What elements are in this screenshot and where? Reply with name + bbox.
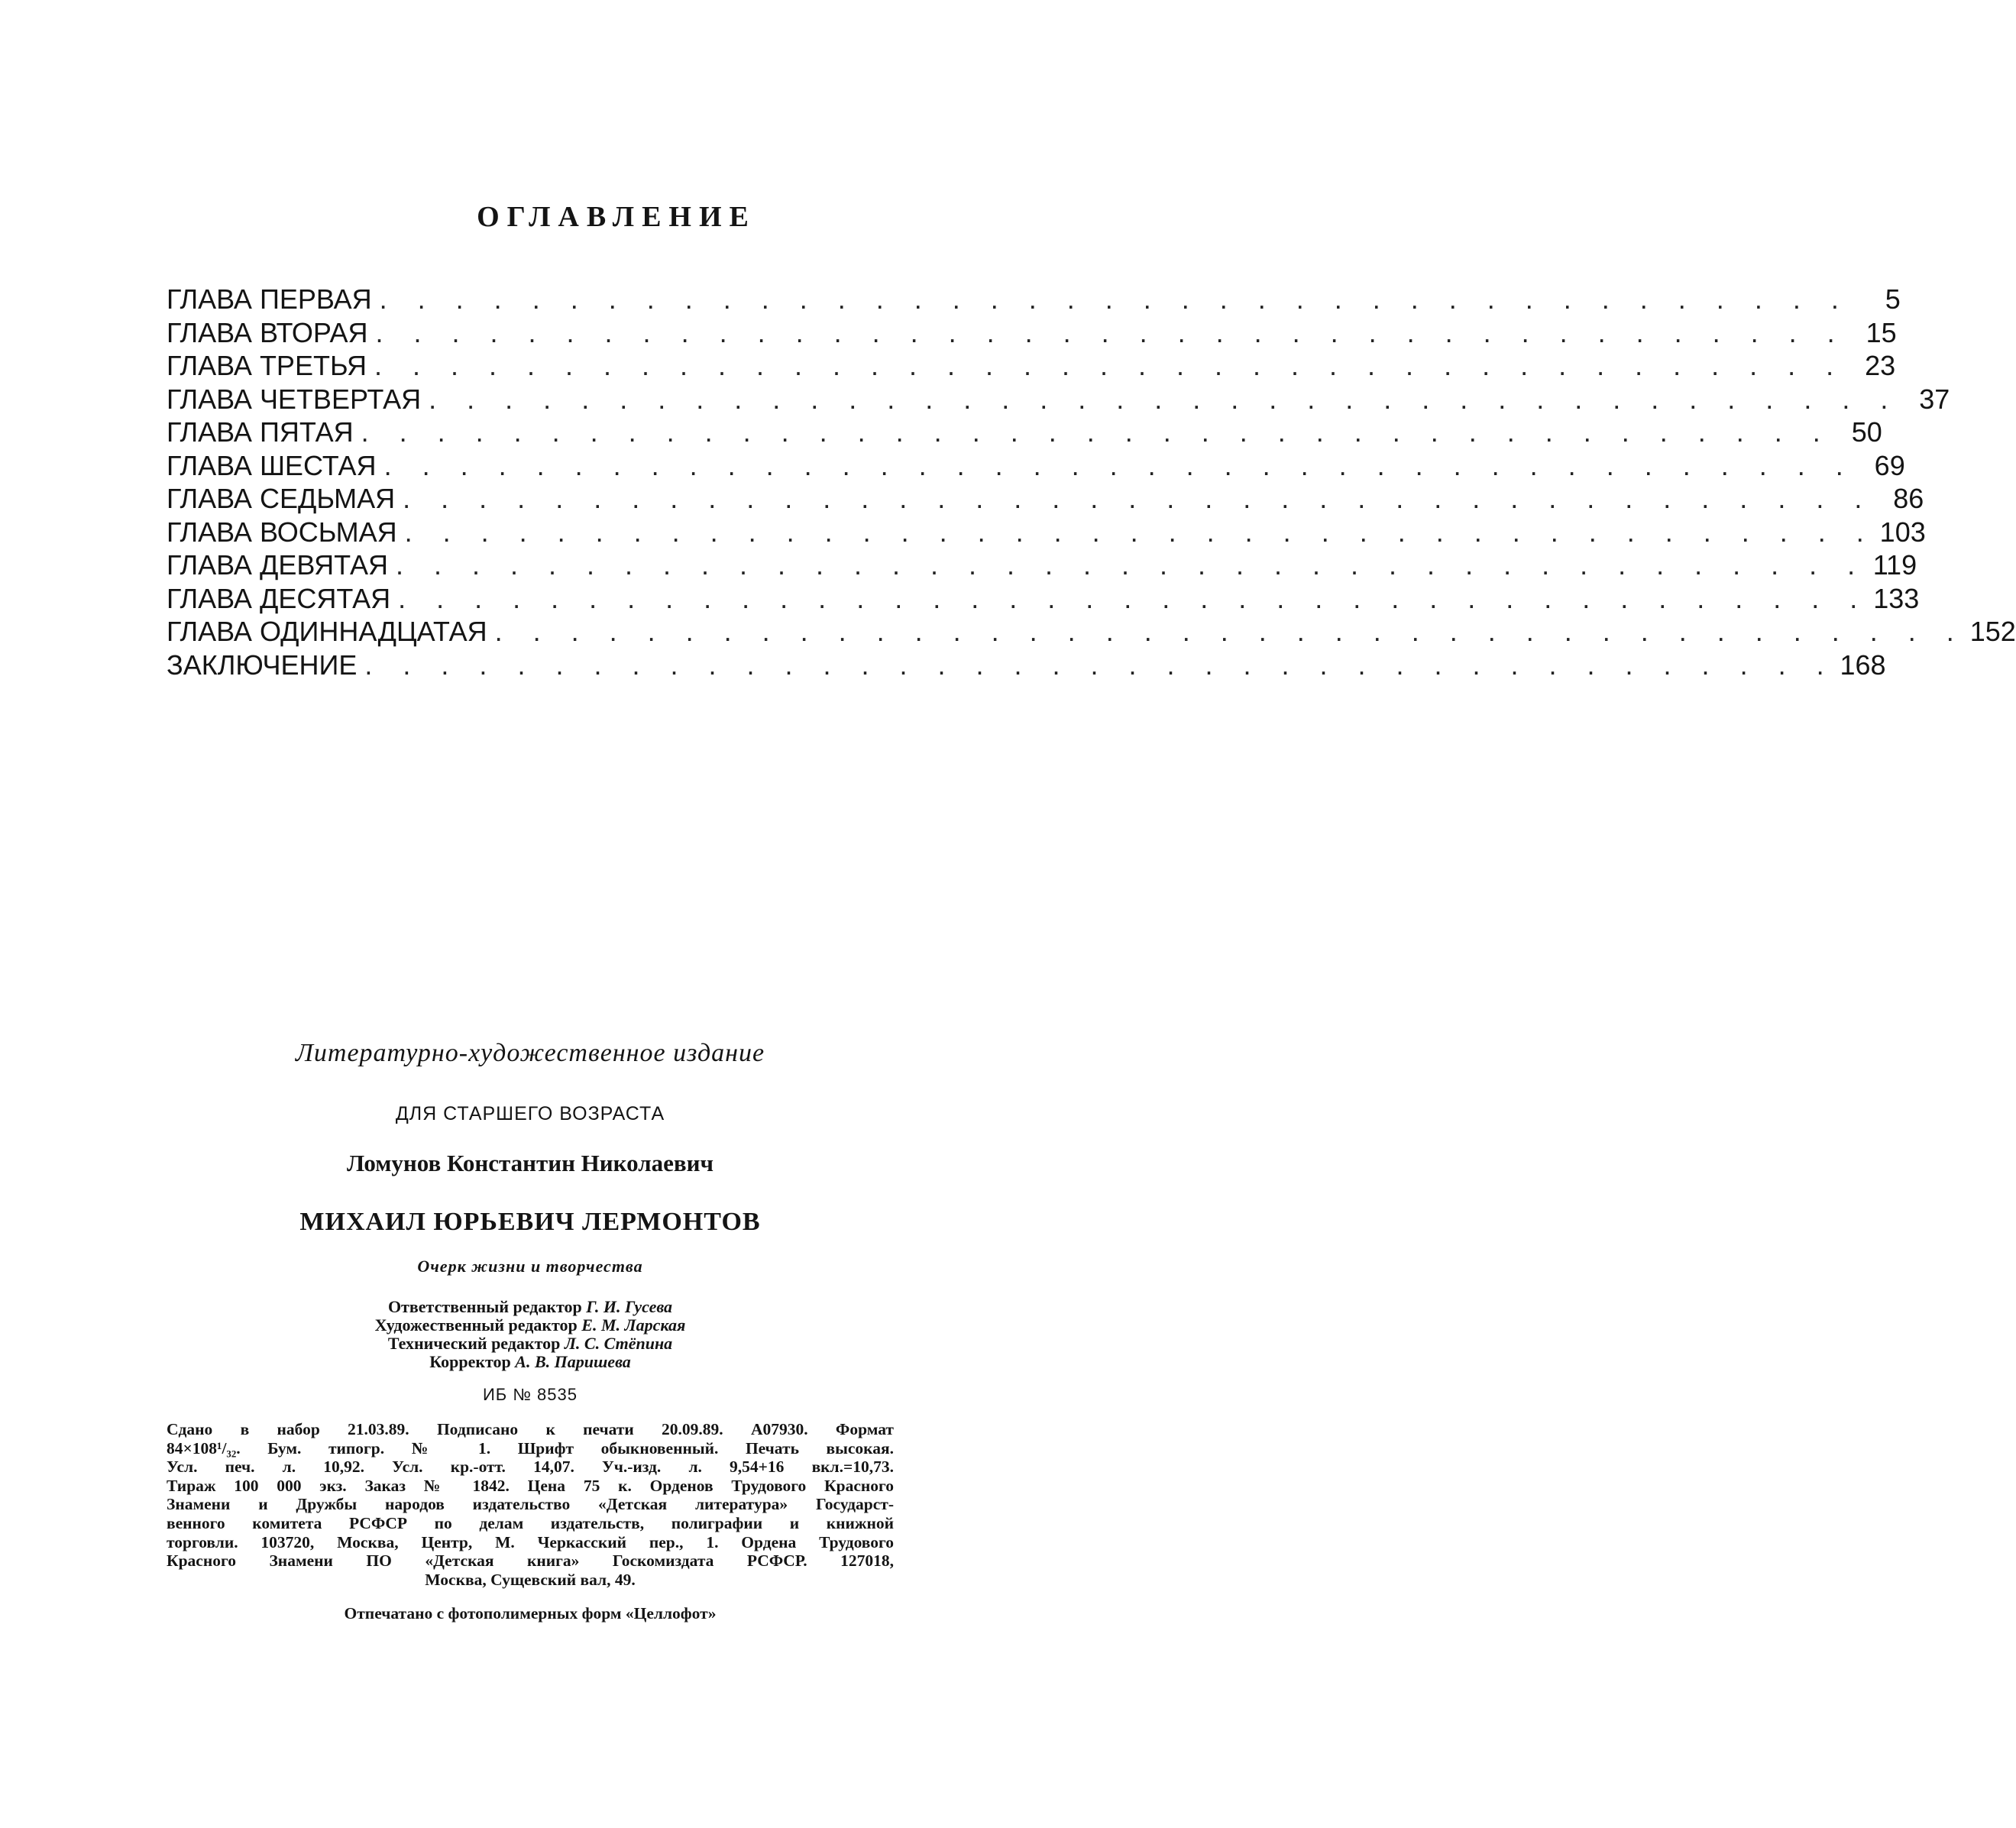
- credit-role: Художественный редактор: [374, 1315, 578, 1335]
- toc-entry-page: 23: [1865, 350, 1896, 381]
- toc-entry-title: ГЛАВА ОДИННАДЦАТАЯ: [167, 616, 487, 647]
- toc-entry: [167, 283, 1901, 316]
- credit-line: [167, 1316, 894, 1335]
- toc-entry-page: 37: [1919, 383, 1950, 415]
- printing-details-line: Красного Знамени ПО «Детская книга» Госкомиздата РСФСР. 127018,: [167, 1551, 894, 1571]
- credits: [167, 1298, 894, 1371]
- credit-line: [167, 1298, 894, 1316]
- toc-entry: [167, 548, 1917, 582]
- toc-entry-title: ГЛАВА ВОСЬМАЯ: [167, 516, 397, 548]
- toc-dot-leader: . . . . . . . . . . . . . . . . . . . . . . . . . . . . . . . . . . . . . . .: [364, 649, 1836, 681]
- printing-details-line: 84×108¹/₃₂. Бум. типогр. № 1. Шрифт обыкновенный. Печать высокая.: [167, 1438, 894, 1458]
- toc-entry-page: 168: [1840, 649, 1886, 681]
- toc-entry: [167, 649, 1886, 682]
- toc-dot-leader: . . . . . . . . . . . . . . . . . . . . . . . . . . . . . . . . . . . . . . .: [404, 516, 1875, 548]
- toc-entry-page: 5: [1885, 283, 1901, 315]
- toc-entry-title: ГЛАВА ШЕСТАЯ: [167, 449, 377, 481]
- book-subtitle: Очерк жизни и творчества: [417, 1257, 643, 1276]
- toc-entry-title: ГЛАВА ЧЕТВЕРТАЯ: [167, 383, 422, 415]
- toc-dot-leader: . . . . . . . . . . . . . . . . . . . . . . . . . . . . . . . . . . . . . . .: [374, 350, 1846, 381]
- toc-entry-page: 152: [1969, 616, 2016, 647]
- toc-dot-leader: . . . . . . . . . . . . . . . . . . . . . . . . . . . . . . . . . . . . . . .: [403, 483, 1874, 514]
- credit-line: [167, 1335, 894, 1353]
- toc-dot-leader: . . . . . . . . . . . . . . . . . . . . . . . . . . . . . . . . . . . . . . .: [395, 549, 1867, 581]
- toc-entry-page: 69: [1874, 449, 1905, 481]
- toc-entry-page: 103: [1879, 516, 1926, 548]
- toc-entry-page: 119: [1872, 549, 1917, 581]
- toc-entry-title: ГЛАВА ДЕСЯТАЯ: [167, 582, 391, 614]
- toc-entry-page: 15: [1866, 316, 1897, 348]
- credit-role: Технический редактор: [387, 1334, 561, 1353]
- toc-heading: ОГЛАВЛЕНИЕ: [477, 201, 756, 233]
- toc-dot-leader: . . . . . . . . . . . . . . . . . . . . . . . . . . . . . . . . . . . . . . .: [429, 383, 1900, 415]
- toc-entry-title: ЗАКЛЮЧЕНИЕ: [167, 649, 358, 681]
- toc-entry-page: 50: [1851, 416, 1882, 448]
- book-title: МИХАИЛ ЮРЬЕВИЧ ЛЕРМОНТОВ: [299, 1208, 761, 1236]
- age-note: ДЛЯ СТАРШЕГО ВОЗРАСТА: [395, 1103, 665, 1124]
- credit-person: Г. И. Гусева: [586, 1297, 673, 1316]
- credit-role: Ответственный редактор: [387, 1297, 582, 1316]
- toc-entry: [167, 449, 1905, 483]
- printing-details-line: Тираж 100 000 экз. Заказ № 1842. Цена 75 к. Орденов Трудового Красного: [167, 1476, 894, 1495]
- printing-details-line: торговли. 103720, Москва, Центр, М. Черкасский пер., 1. Ордена Трудового: [167, 1532, 894, 1551]
- toc-dot-leader: . . . . . . . . . . . . . . . . . . . . . . . . . . . . . . . . . . . . . . .: [379, 283, 1850, 315]
- printing-details-line: венного комитета РСФСР по делам издательств, полиграфии и книжной: [167, 1513, 894, 1532]
- printing-details-line: Знамени и Дружбы народов издательство «Детская литература» Государст-: [167, 1495, 894, 1514]
- toc-entry: [167, 482, 1924, 516]
- author-name: Ломунов Константин Николаевич: [347, 1150, 714, 1176]
- toc-entry: [167, 316, 1897, 350]
- toc-entry-title: ГЛАВА ВТОРАЯ: [167, 316, 368, 348]
- toc-dot-leader: . . . . . . . . . . . . . . . . . . . . . . . . . . . . . . . . . . . . . . .: [361, 416, 1832, 448]
- toc-entry: [167, 516, 1926, 549]
- toc-entry-title: ГЛАВА ДЕВЯТАЯ: [167, 549, 388, 581]
- imprint: [167, 1039, 894, 1623]
- printing-details-line: Москва, Сущевский вал, 49.: [425, 1570, 636, 1589]
- toc-entry: [167, 615, 2016, 649]
- credit-person: Е. М. Ларская: [581, 1315, 686, 1335]
- toc-entry-title: ГЛАВА ПЕРВАЯ: [167, 283, 372, 315]
- toc-entry-page: 86: [1893, 483, 1924, 514]
- credit-person: А. В. Паришева: [515, 1352, 631, 1371]
- toc-dot-leader: . . . . . . . . . . . . . . . . . . . . . . . . . . . . . . . . . . . . . . .: [494, 616, 1966, 647]
- toc-dot-leader: . . . . . . . . . . . . . . . . . . . . . . . . . . . . . . . . . . . . . . .: [398, 582, 1869, 614]
- toc-entry: [167, 349, 1896, 383]
- toc-entry-title: ГЛАВА ПЯТАЯ: [167, 416, 354, 448]
- toc-entry-page: 133: [1873, 582, 1920, 614]
- credit-person: Л. С. Стёпина: [564, 1334, 673, 1353]
- credit-line: [167, 1353, 894, 1371]
- printing-details: [167, 1420, 894, 1589]
- printed-note: Отпечатано с фотополимерных форм «Целлофот»: [344, 1604, 717, 1623]
- toc-dot-leader: . . . . . . . . . . . . . . . . . . . . . . . . . . . . . . . . . . . . . . .: [383, 449, 1855, 481]
- printing-details-line: Усл. печ. л. 10,92. Усл. кр.-отт. 14,07. Уч.-изд. л. 9,54+16 вкл.=10,73.: [167, 1458, 894, 1477]
- toc-entry: [167, 582, 1920, 616]
- printing-details-line: Сдано в набор 21.03.89. Подписано к печати 20.09.89. А07930. Формат: [167, 1420, 894, 1438]
- table-of-contents: [167, 283, 2016, 681]
- toc-entry: [167, 383, 1950, 416]
- toc-entry: [167, 416, 1882, 449]
- ib-number: ИБ № 8535: [482, 1385, 578, 1404]
- toc-entry-title: ГЛАВА СЕДЬМАЯ: [167, 483, 396, 514]
- toc-dot-leader: . . . . . . . . . . . . . . . . . . . . . . . . . . . . . . . . . . . . . . .: [375, 316, 1846, 348]
- toc-entry-title: ГЛАВА ТРЕТЬЯ: [167, 350, 367, 381]
- credit-role: Корректор: [429, 1352, 511, 1371]
- edition-type: Литературно-художественное издание: [295, 1039, 765, 1067]
